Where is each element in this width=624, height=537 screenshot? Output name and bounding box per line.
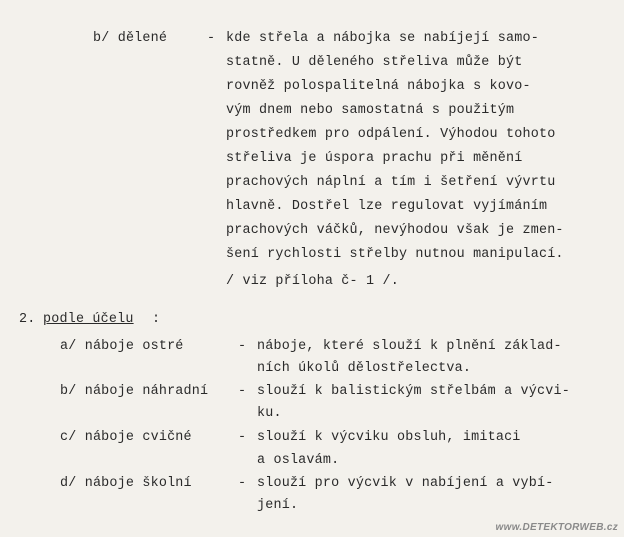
item-dash: -: [238, 430, 247, 445]
item-text-line: ku.: [257, 406, 282, 421]
watermark: www.DETEKTORWEB.cz: [495, 522, 618, 533]
text-line: prostředkem pro odpálení. Výhodou tohoto: [226, 127, 556, 142]
item-dash: -: [238, 384, 247, 399]
item-label: d/ náboje školní: [60, 476, 192, 491]
section-heading: podle účelu: [43, 312, 134, 327]
item-text-line: slouží k balistickým střelbám a výcvi-: [257, 384, 570, 399]
item-text-line: slouží pro výcvik v nabíjení a vybí-: [257, 476, 554, 491]
item-dash: -: [238, 339, 247, 354]
section-number: 2.: [19, 312, 36, 327]
text-line: statně. U děleného střeliva může být: [226, 55, 523, 70]
text-line: šení rychlosti střelby nutnou manipulací.: [226, 247, 564, 262]
text-line: hlavně. Dostřel lze regulovat vyjímáním: [226, 199, 548, 214]
item-label: a/ náboje ostré: [60, 339, 184, 354]
text-line: střeliva je úspora prachu při měnění: [226, 151, 523, 166]
item-text-line: ních úkolů dělostřelectva.: [257, 361, 472, 376]
text-line: kde střela a nábojka se nabíjejí samo-: [226, 31, 539, 46]
item-text-line: a oslavám.: [257, 453, 340, 468]
item-text-line: slouží k výcviku obsluh, imitaci: [257, 430, 521, 445]
text-line: prachových náplní a tím i šetření vývrtu: [226, 175, 556, 190]
text-line: prachových váčků, nevýhodou však je zmen-: [226, 223, 564, 238]
section-b-dash: -: [207, 31, 216, 46]
item-text-line: jení.: [257, 498, 299, 513]
item-text-line: náboje, které slouží k plnění základ-: [257, 339, 562, 354]
item-label: b/ náboje náhradní: [60, 384, 209, 399]
text-line: vým dnem nebo samostatná s použitým: [226, 103, 515, 118]
reference-note: / viz příloha č- 1 /.: [226, 274, 399, 289]
text-line: rovněž polospalitelná nábojka s kovo-: [226, 79, 531, 94]
item-label: c/ náboje cvičné: [60, 430, 192, 445]
item-dash: -: [238, 476, 247, 491]
section-heading-colon: :: [152, 312, 161, 327]
section-b-label: b/ dělené: [93, 31, 168, 46]
